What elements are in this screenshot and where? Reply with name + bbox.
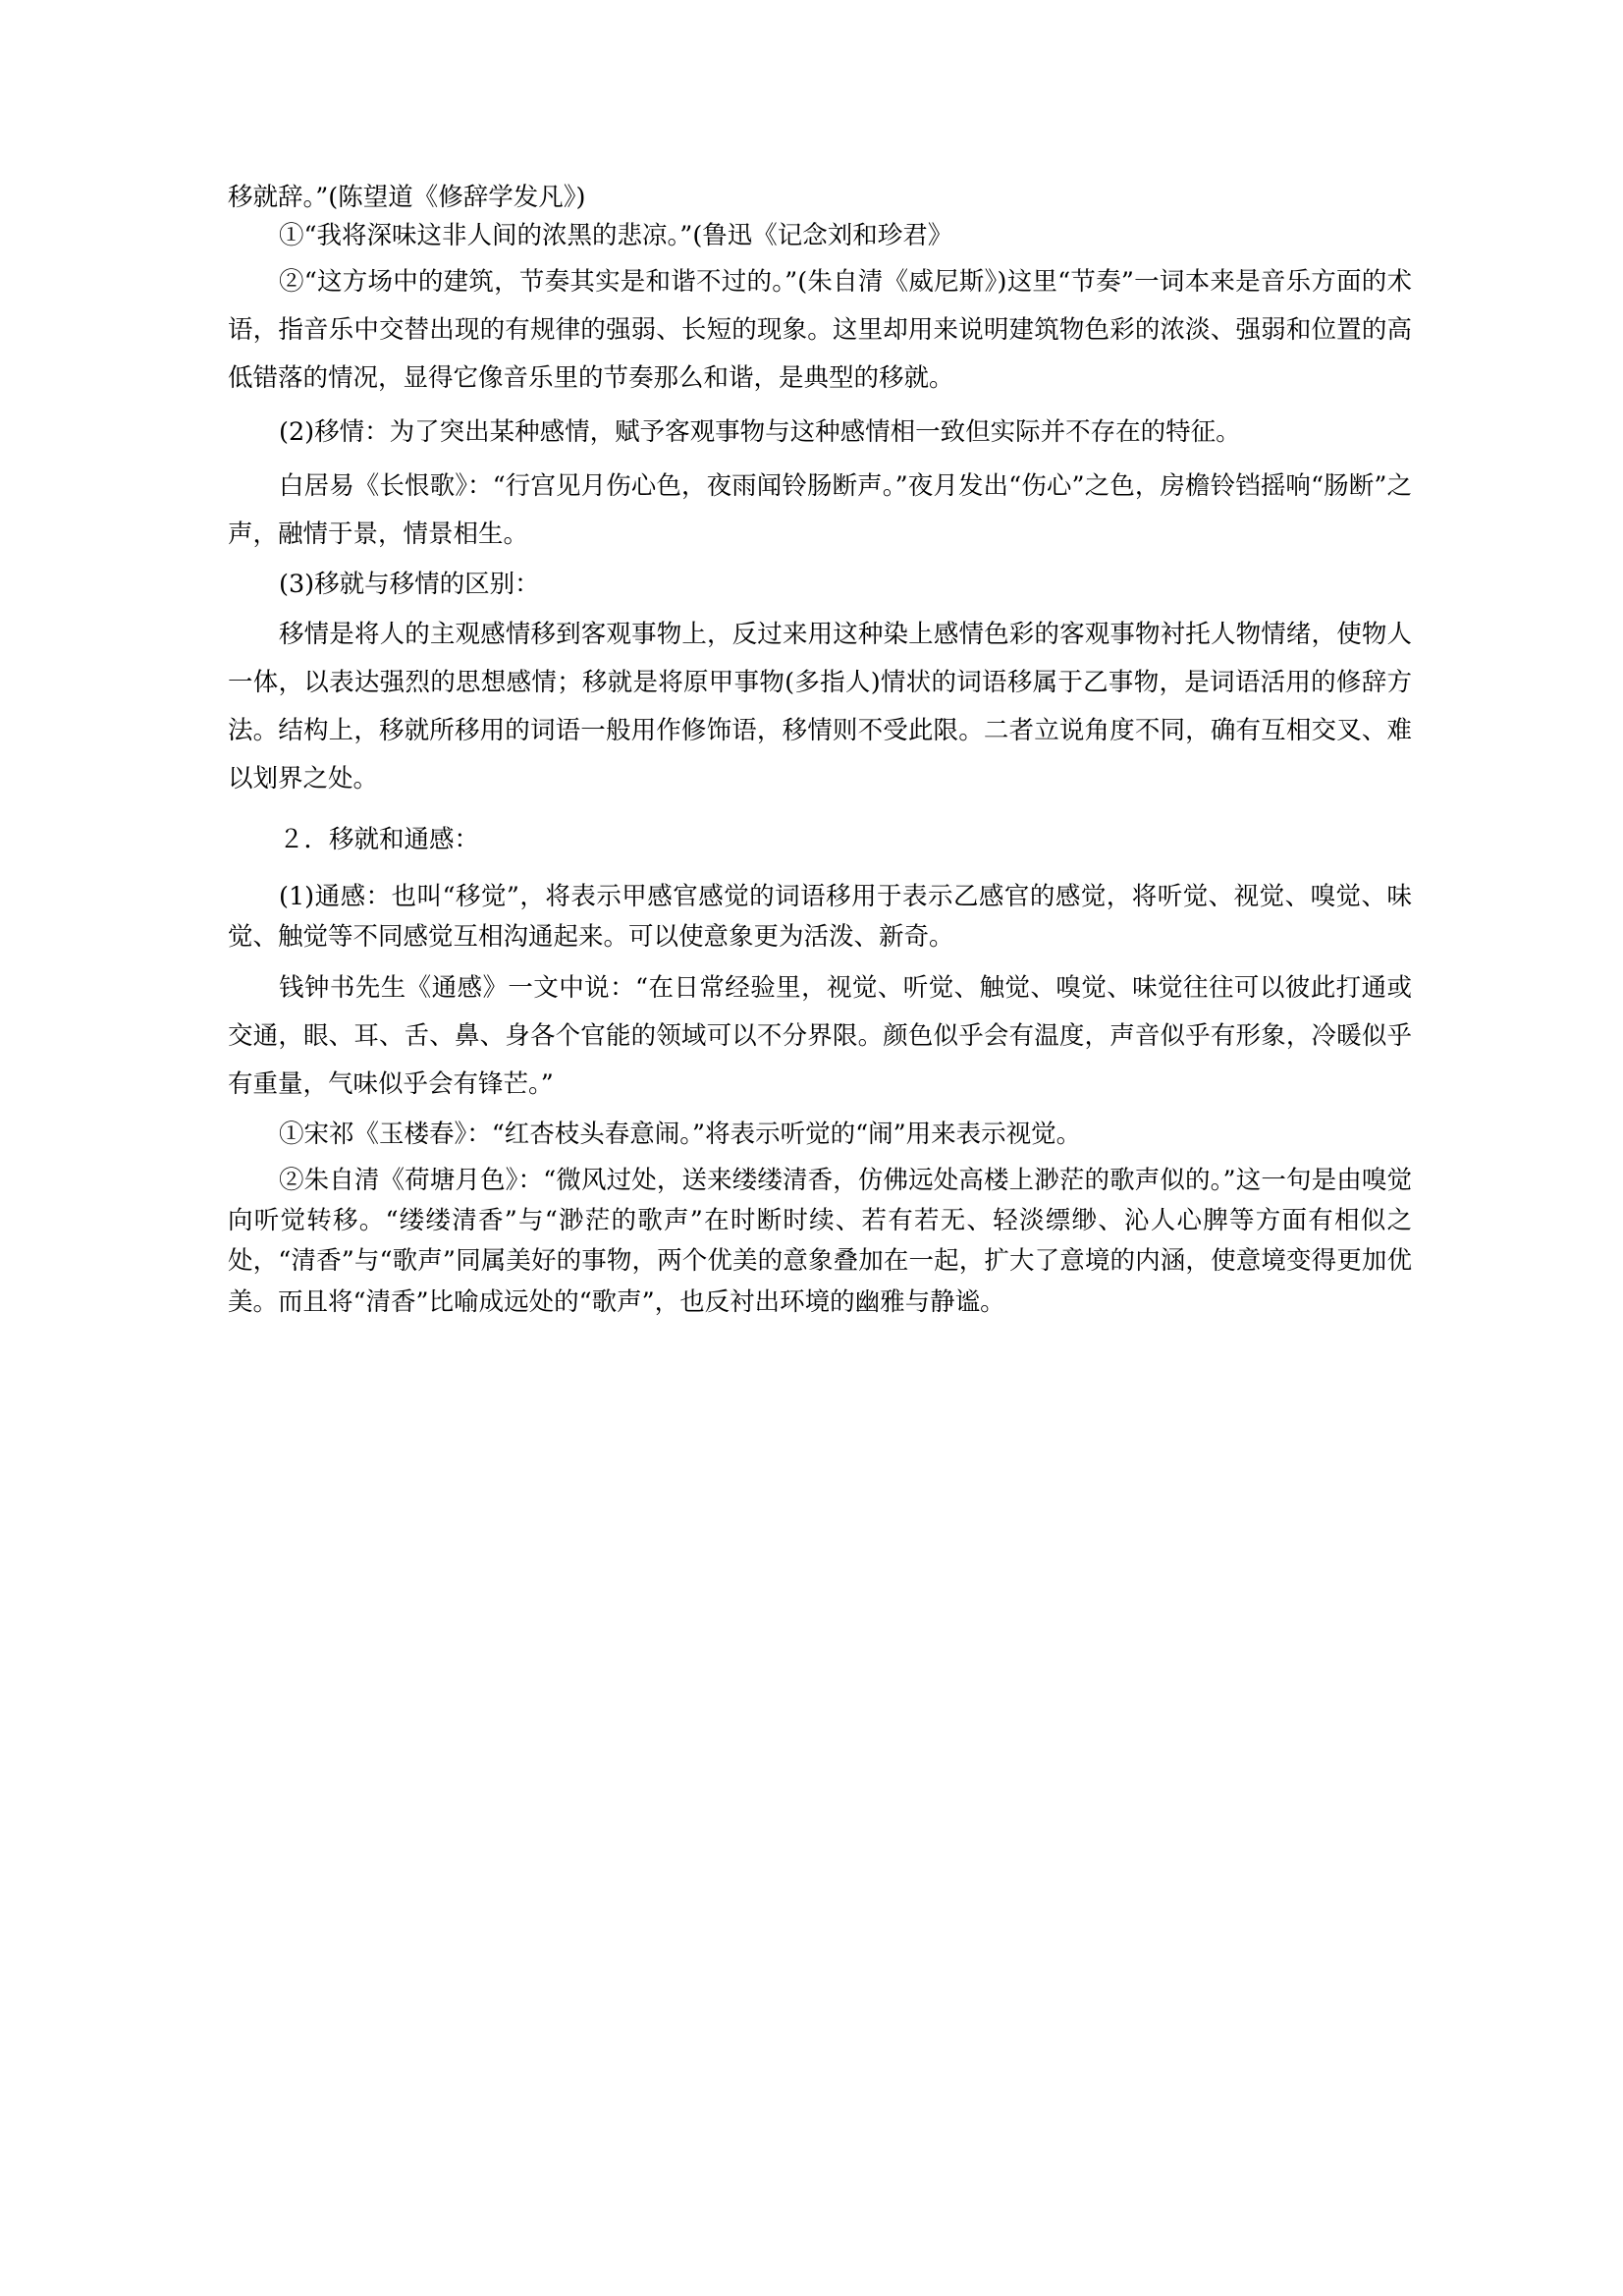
paragraph-1: 移就辞。”(陈望道《修辞学发凡》) <box>228 183 586 212</box>
paragraph-5: 白居易《长恨歌》：“行宫见月伤心色，夜雨闻铃肠断声。”夜月发出“伤心”之色，房檐铃铛摇响“肠断”之声，融情于景，情景相生。 <box>228 471 1412 550</box>
paragraph-2: ①“我将深味这非人间的浓黑的悲凉。”(鲁迅《记念刘和珍君》 <box>279 221 953 251</box>
paragraph-10: 钱钟书先生《通感》一文中说：“在日常经验里，视觉、听觉、触觉、嗅觉、味觉往往可以彼此打通或交通，眼、耳、舌、鼻、身各个官能的领域可以不分界限。颜色似乎会有温度，声音似乎有形象，冷暖似乎有重量，气味似乎会有锋芒。” <box>228 972 1412 1099</box>
paragraph-12: ②朱自清《荷塘月色》：“微风过处，送来缕缕清香，仿佛远处高楼上渺茫的歌声似的。”这一句是由嗅觉向听觉转移。“缕缕清香”与“渺茫的歌声”在时断时续、若有若无、轻淡缥缈、沁人心脾等方面有相似之处，“清香”与“歌声”同属美好的事物，两个优美的意象叠加在一起，扩大了意境的内涵，使意境变得更加优美。而且将“清香”比喻成远处的“歌声”，也反衬出环境的幽雅与静谧。 <box>228 1165 1412 1317</box>
paragraph-6: (3)移就与移情的区别： <box>279 570 540 599</box>
document-body <box>228 182 1412 1323</box>
paragraph-8: ２．移就和通感： <box>279 825 480 855</box>
paragraph-4: (2)移情：为了突出某种感情，赋予客观事物与这种感情相一致但实际并不存在的特征。 <box>279 417 1241 448</box>
paragraph-7: 移情是将人的主观感情移到客观事物上，反过来用这种染上感情色彩的客观事物衬托人物情绪，使物人一体，以表达强烈的思想感情；移就是将原甲事物(多指人)情状的词语移属于乙事物，是词语活用的修辞方法。结构上，移就所移用的词语一般用作修饰语，移情则不受此限。二者立说角度不同，确有互相交叉、难以划界之处。 <box>228 620 1412 794</box>
paragraph-9: (1)通感：也叫“移觉”，将表示甲感官感觉的词语移用于表示乙感官的感觉，将听觉、视觉、嗅觉、味觉、触觉等不同感觉互相沟通起来。可以使意象更为活泼、新奇。 <box>228 882 1412 953</box>
paragraph-11: ①宋祁《玉楼春》：“红杏枝头春意闹。”将表示听觉的“闹”用来表示视觉。 <box>279 1119 1082 1149</box>
paragraph-3: ②“这方场中的建筑，节奏其实是和谐不过的。”(朱自清《威尼斯》)这里“节奏”一词本来是音乐方面的术语，指音乐中交替出现的有规律的强弱、长短的现象。这里却用来说明建筑物色彩的浓淡、强弱和位置的高低错落的情况，显得它像音乐里的节奏那么和谐，是典型的移就。 <box>228 267 1412 394</box>
